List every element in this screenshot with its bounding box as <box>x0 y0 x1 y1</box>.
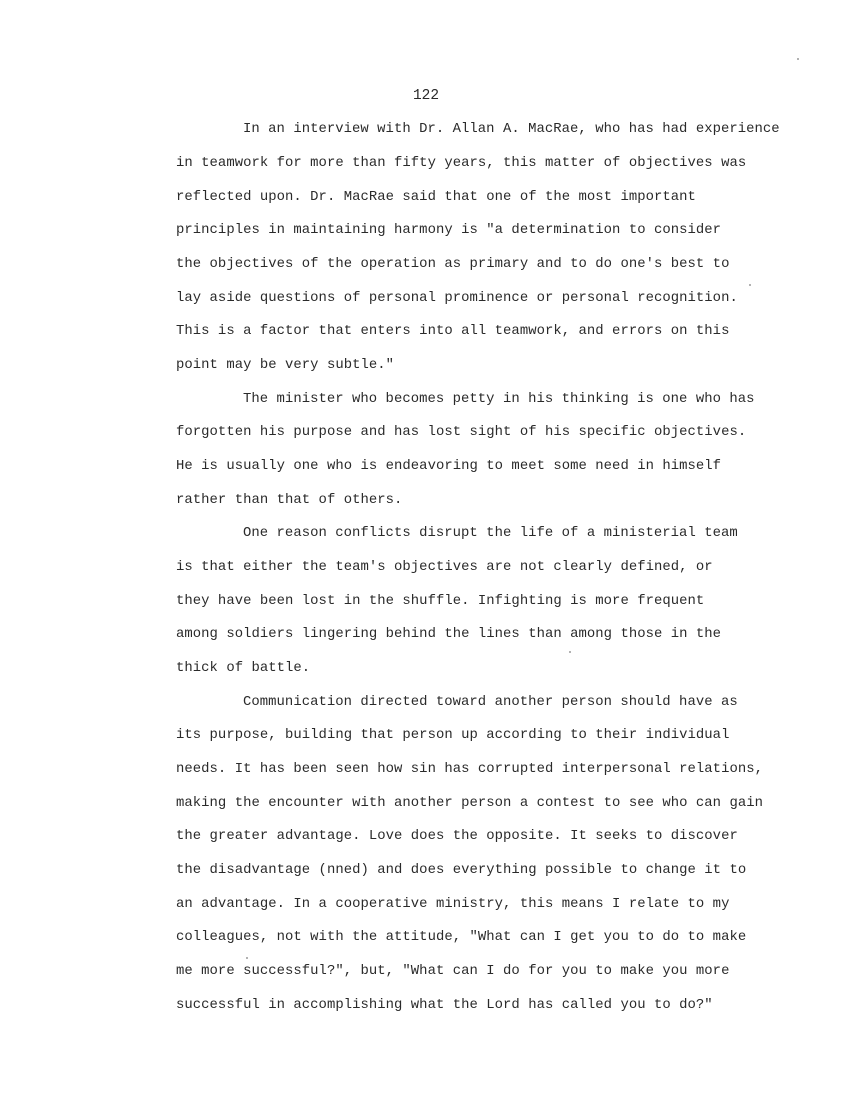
scan-speck <box>797 58 799 60</box>
text-line: they have been lost in the shuffle. Infighting is more frequent <box>176 593 705 609</box>
text-line: rather than that of others. <box>176 492 403 508</box>
text-line: successful in accomplishing what the Lord has called you to do?" <box>176 997 713 1013</box>
text-line: an advantage. In a cooperative ministry, this means I relate to my <box>176 896 730 912</box>
text-line: This is a factor that enters into all teamwork, and errors on this <box>176 323 730 339</box>
text-line: colleagues, not with the attitude, "What can I get you to do to make <box>176 929 747 945</box>
scan-speck <box>246 957 248 959</box>
page-number: 122 <box>412 88 440 104</box>
text-line: me more successful?", but, "What can I do for you to make you more <box>176 963 730 979</box>
text-line: In an interview with Dr. Allan A. MacRae, who has had experience <box>243 121 780 137</box>
text-line: One reason conflicts disrupt the life of a ministerial team <box>243 525 738 541</box>
scan-speck <box>569 651 571 653</box>
text-line: reflected upon. Dr. MacRae said that one of the most important <box>176 189 696 205</box>
text-line: needs. It has been seen how sin has corrupted interpersonal relations, <box>176 761 764 777</box>
text-line: in teamwork for more than fifty years, this matter of objectives was <box>176 155 747 171</box>
text-line: forgotten his purpose and has lost sight of his specific objectives. <box>176 424 747 440</box>
text-line: He is usually one who is endeavoring to meet some need in himself <box>176 458 722 474</box>
text-line: the greater advantage. Love does the opposite. It seeks to discover <box>176 828 738 844</box>
text-line: its purpose, building that person up according to their individual <box>176 727 730 743</box>
text-line: thick of battle. <box>176 660 311 676</box>
text-line: making the encounter with another person a contest to see who can gain <box>176 795 764 811</box>
text-line: lay aside questions of personal prominence or personal recognition. <box>176 290 738 306</box>
text-line: The minister who becomes petty in his thinking is one who has <box>243 391 755 407</box>
scan-speck <box>749 284 751 286</box>
text-line: principles in maintaining harmony is "a determination to consider <box>176 222 722 238</box>
text-line: among soldiers lingering behind the lines than among those in the <box>176 626 722 642</box>
text-line: is that either the team's objectives are not clearly defined, or <box>176 559 713 575</box>
text-line: point may be very subtle." <box>176 357 395 373</box>
text-line: Communication directed toward another person should have as <box>243 694 738 710</box>
text-line: the disadvantage (nned) and does everything possible to change it to <box>176 862 747 878</box>
text-line: the objectives of the operation as primary and to do one's best to <box>176 256 730 272</box>
